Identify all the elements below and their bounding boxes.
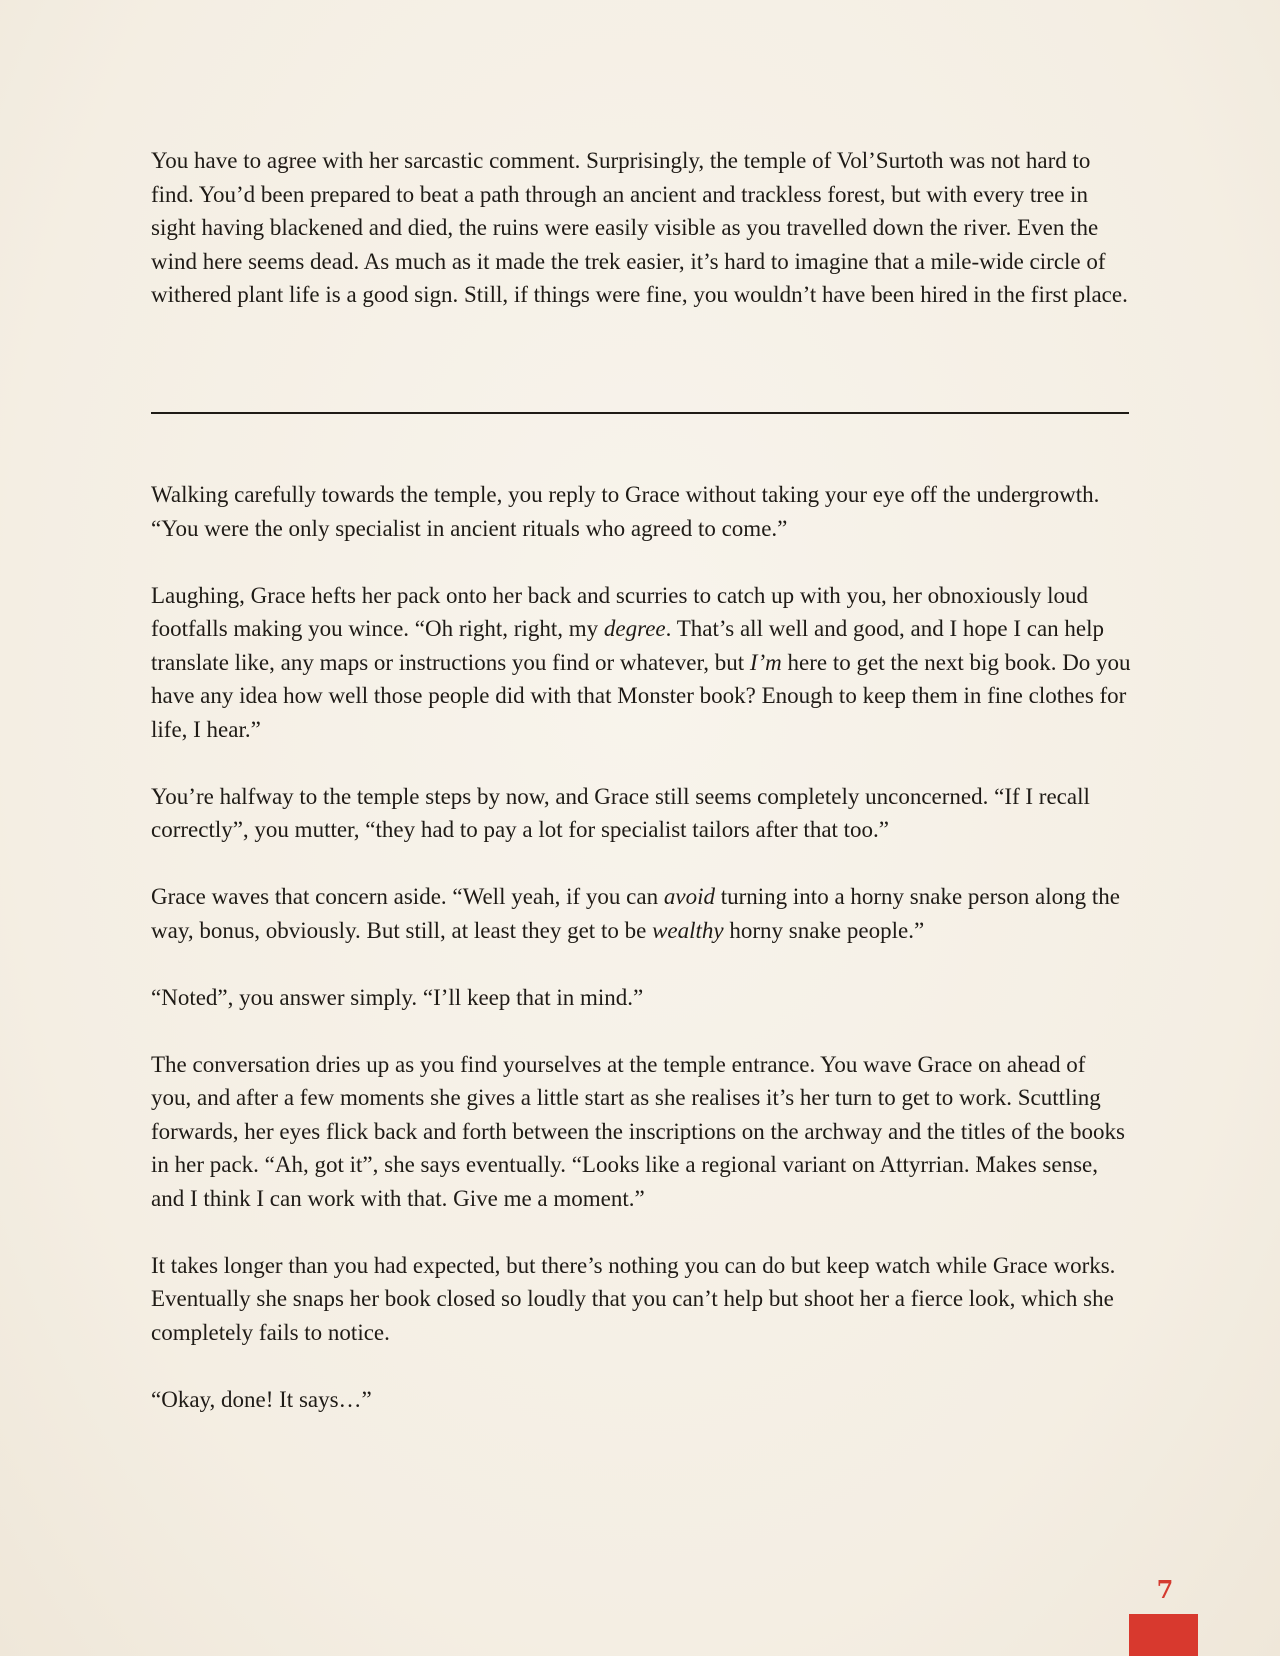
story-paragraph-2-text-a: Laughing, Grace hefts her pack onto her back and scurries to catch up with you, her obnoxiously loud footfalls making you wince. “Oh right, right, my — [151, 582, 1088, 641]
story-section — [151, 478, 1131, 1416]
story-paragraph-5: “Noted”, you answer simply. “I’ll keep that in mind.” — [151, 984, 644, 1010]
story-paragraph-7: It takes longer than you had expected, but there’s nothing you can do but keep watch while Grace works. Eventually she snaps her book closed so loudly that you can’t help but shoot her a fierce look, which she completely fails to notice. — [151, 1252, 1116, 1345]
story-paragraph-4-text-c: horny snake people.” — [723, 917, 925, 943]
story-paragraph-4-text-b: turning into a horny snake person along the way, bonus, obviously. But still, at least they get to be — [151, 884, 1120, 943]
intro-paragraph: You have to agree with her sarcastic comment. Surprisingly, the temple of Vol’Surtoth was not hard to find. You’d been prepared to beat a path through an ancient and trackless forest, but with every tree in sight having blackened and died, the ruins were easily visible as you travelled down the river. Even the wind here seems dead. As much as it made the trek easier, it’s hard to imagine that a mile-wide circle of withered plant life is a good sign. Still, if things were fine, you wouldn’t have been hired in the first place. — [151, 148, 1128, 307]
intro-section — [151, 144, 1131, 364]
section-divider — [151, 412, 1129, 414]
story-paragraph-2 — [151, 579, 1131, 747]
emphasis-degree: degree — [603, 616, 666, 641]
story-paragraph-2-text-b: . That’s all well and good, and I hope I can help translate like, any maps or instructions you find or whatever, but — [151, 616, 1105, 675]
story-paragraph-8: “Okay, done! It says…” — [151, 1386, 372, 1412]
story-paragraph-6: The conversation dries up as you find yourselves at the temple entrance. You wave Grace on ahead of you, and after a few moments she gives a little start as she realises it’s her turn to get to work. Scuttling forwards, her eyes flick back and forth between the inscriptions on the archway and the titles of the books in her pack. “Ah, got it”, she says eventually. “Looks like a regional variant on Attyrrian. Makes sense, and I think I can work with that. Give me a moment.” — [151, 1051, 1125, 1211]
emphasis-wealthy: wealthy — [652, 917, 724, 943]
story-paragraph-4 — [151, 880, 1131, 947]
story-paragraph-4-text-a: Grace waves that concern aside. “Well yeah, if you can — [151, 884, 664, 909]
story-paragraph-1: Walking carefully towards the temple, you reply to Grace without taking your eye off the undergrowth. “You were the only specialist in ancient rituals who agreed to come.” — [151, 482, 1100, 541]
page-number: 7 — [1156, 1575, 1174, 1604]
emphasis-avoid: avoid — [663, 884, 715, 909]
page-tab-marker — [1129, 1614, 1198, 1656]
emphasis-im: I’m — [749, 649, 782, 675]
story-paragraph-2-text-c: here to get the next big book. Do you have any idea how well those people did with that Monster book? Enough to keep them in fine clothes for life, I hear.” — [151, 649, 1131, 742]
story-paragraph-3: You’re halfway to the temple steps by now, and Grace still seems completely unconcerned. “If I recall correctly”, you mutter, “they had to pay a lot for specialist tailors after that too.” — [151, 783, 1090, 842]
